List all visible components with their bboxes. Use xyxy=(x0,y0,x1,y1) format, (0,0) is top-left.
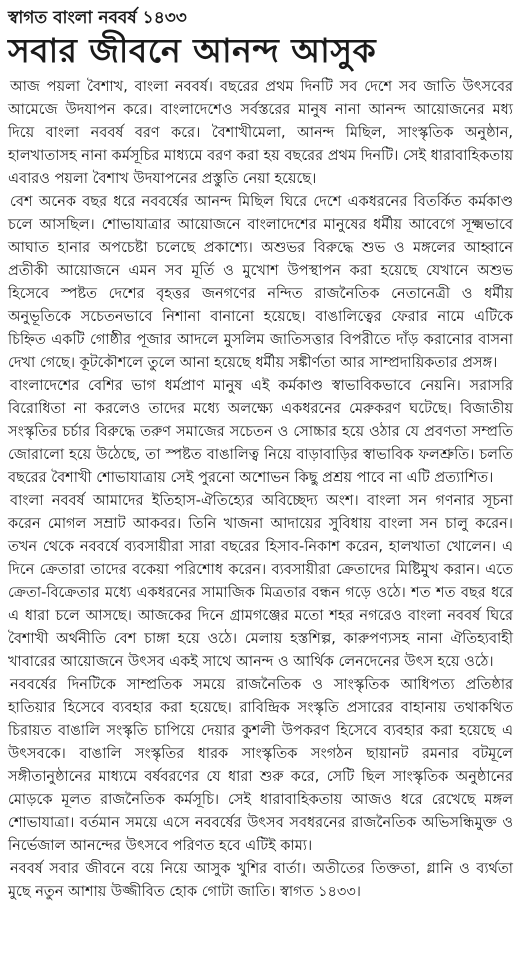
headline: সবার জীবনে আনন্দ আসুক xyxy=(8,31,377,70)
paragraph-6: নববর্ষ সবার জীবনে বয়ে নিয়ে আসুক খুশির বার্তা। অতীতের তিক্ততা, গ্লানি ও ব্যর্থতা মুছে নতুন আশায় উজ্জীবিত হোক গোটা জাতি। স্বাগত ১৪৩৩। xyxy=(8,861,513,900)
kicker: স্বাগত বাংলা নববর্ষ ১৪৩৩ xyxy=(8,8,187,28)
paragraph-4: বাংলা নববর্ষ আমাদের ইতিহাস-ঐতিহ্যের অবিচ্ছেদ্য অংশ। বাংলা সন গণনার সূচনা করেন মোগল সম্রাট আকবর। তিনি খাজনা আদায়ের সুবিধায় বাংলা সন চালু করেন। তখন থেকে নববর্ষে ব্যবসায়ীরা সারা বছরের হিসাব-নিকাশ করেন, হালখাতা খোলেন। এ দিনে ক্রেতারা তাদের বকেয়া পরিশোধ করেন। ব্যবসায়ীরা ক্রেতাদের মিষ্টিমুখ করান। এতে ক্রেতা-বিক্রেতার মধ্যে একধরনের সামাজিক মিত্রতার বন্ধন গড়ে ওঠে। শত শত বছর ধরে এ ধারা চলে আসছে। আজকের দিনে গ্রামগঞ্জের মতো শহর নগরেও বাংলা নববর্ষ ঘিরে বৈশাখী অর্থনীতি বেশ চাঙ্গা হয়ে ওঠে। মেলায় হস্তশিল্প, কারুপণ্যসহ নানা ঐতিহ্যবাহী খাবারের আয়োজনে উৎসব একই সাথে আনন্দ ও আর্থিক লেনদেনের উৎস হয়ে ওঠে। xyxy=(8,493,513,670)
paragraph-3: বাংলাদেশের বেশির ভাগ ধর্মপ্রাণ মানুষ এই কর্মকাণ্ড স্বাভাবিকভাবে নেয়নি। সরাসরি বিরোধিতা না করলেও তাদের মধ্যে অলক্ষ্যে একধরনের মেরুকরণ ঘটেছে। বিজাতীয় সংস্কৃতির চর্চার বিরুদ্ধে তরুণ সমাজের সচেতন ও সোচ্চার হয়ে ওঠার যে প্রবণতা সম্প্রতি জোরালো হয়ে উঠেছে, তা স্পষ্টত বাঙালিত্ব নিয়ে বাড়াবাড়ির স্বাভাবিক ফলশ্রুতি। চলতি বছরের বৈশাখী শোভাযাত্রায় সেই পুরনো অশোভন কিছু প্রশ্রয় পাবে না এটি প্রত্যাশিত। xyxy=(8,378,513,486)
paragraph-2: বেশ অনেক বছর ধরে নববর্ষের আনন্দ মিছিল ঘিরে দেশে একধরনের বিতর্কিত কর্মকাণ্ড চলে আসছিল। শোভাযাত্রার আয়োজনে বাংলাদেশের মানুষের ধর্মীয় আবেগে সূক্ষ্মভাবে আঘাত হানার অপচেষ্টা চলেছে প্রকাশ্যে। অশুভর বিরুদ্ধে শুভ ও মঙ্গলের আহ্বানে প্রতীকী আয়োজনে এমন সব মূর্তি ও মুখোশ উপস্থাপন করা হয়েছে যেখানে অশুভ হিসেবে স্পষ্টত দেশের বৃহত্তর জনগণের নন্দিত রাজনৈতিক নেতানেত্রী ও ধর্মীয় অনুভূতিকে সচেতনভাবে নিশানা বানানো হয়েছে। বাঙালিত্বের ফেরার নামে এটিকে চিহ্নিত একটি গোষ্ঠীর পূজার আদলে মুসলিম জাতিসত্তার বিপরীতে দাঁড় করানোর বাসনা দেখা গেছে। কূটকৌশলে তুলে আনা হয়েছে ধর্মীয় সঙ্কীর্ণতা আর সাম্প্রদায়িকতার প্রসঙ্গ। xyxy=(8,194,513,371)
paragraph-5: নববর্ষের দিনটিকে সাম্প্রতিক সময়ে রাজনৈতিক ও সাংস্কৃতিক আধিপত্য প্রতিষ্ঠার হাতিয়ার হিসেবে ব্যবহার করা হয়েছে। রাবিন্দ্রিক সংস্কৃতি প্রসারের বাহানায় তথাকথিত চিরায়ত বাঙালি সংস্কৃতি চাপিয়ে দেয়ার কুশলী উপকরণ হিসেবে ব্যবহার করা হয়েছে এ উৎসবকে। বাঙালি সংস্কৃতির ধারক সাংস্কৃতিক সংগঠন ছায়ানট রমনার বটমূলে সঙ্গীতানুষ্ঠানের মাধ্যমে বর্ষবরণের যে ধারা শুরু করে, সেটি ছিল সাংস্কৃতিক অনুষ্ঠানের মোড়কে মূলত রাজনৈতিক কর্মসূচি। সেই ধারাবাহিকতায় আজও ধরে রেখেছে মঙ্গল শোভাযাত্রা। বর্তমান সময়ে এসে নববর্ষের উৎসব সবধরনের রাজনৈতিক অভিসন্ধিমুক্ত ও নির্ভেজাল আনন্দের উৎসবে পরিণত হবে এটিই কাম্য। xyxy=(8,677,513,854)
paragraph-1: আজ পয়লা বৈশাখ, বাংলা নববর্ষ। বছরের প্রথম দিনটি সব দেশে সব জাতি উৎসবের আমেজে উদযাপন করে। বাংলাদেশেও সর্বস্তরের মানুষ নানা আনন্দ আয়োজনের মধ্য দিয়ে বাংলা নববর্ষ বরণ করে। বৈশাখীমেলা, আনন্দ মিছিল, সাংস্কৃতিক অনুষ্ঠান, হালখাতাসহ নানা কর্মসূচির মাধ্যমে বরণ করা হয় বছরের প্রথম দিনটি। সেই ধারাবাহিকতায় এবারও পয়লা বৈশাখ উদযাপনের প্রস্তুতি নেয়া হয়েছে। xyxy=(8,79,513,187)
